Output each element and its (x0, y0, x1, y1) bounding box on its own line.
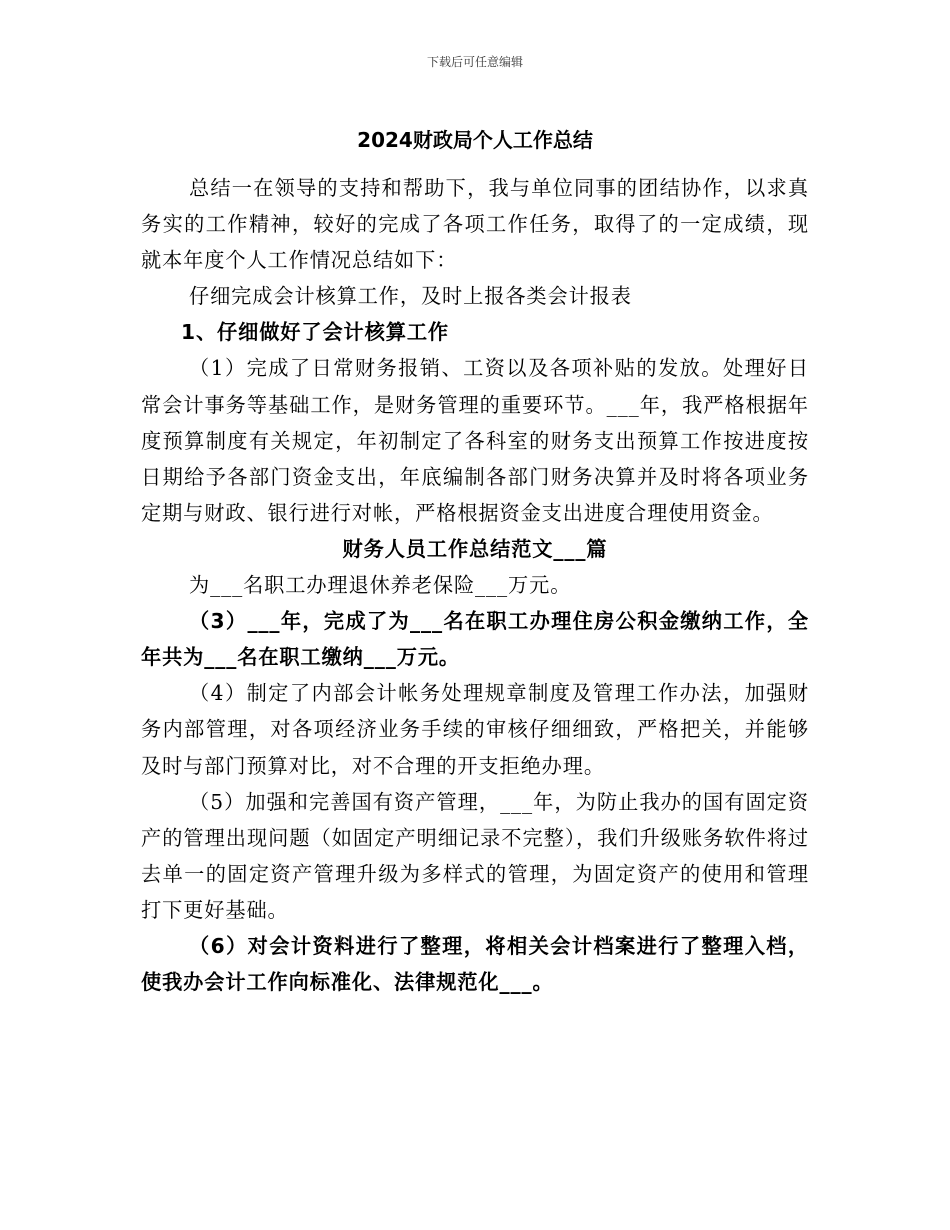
item-5-paragraph: （5）加强和完善国有资产管理，___年，为防止我办的国有固定资产的管理出现问题（如固定产明细记录不完整），我们升级账务软件将过去单一的固定资产管理升级为多样式的管理，为固定资产的使用和管理打下更好基础。 (141, 789, 809, 922)
subsection-heading: 1、仔细做好了会计核算工作 (181, 320, 449, 345)
item-6-paragraph: （6）对会计资料进行了整理，将相关会计档案进行了整理入档，使我办会计工作向标准化、法律规范化___。 (141, 933, 809, 995)
section-heading: 仔细完成会计核算工作，及时上报各类会计报表 (189, 284, 632, 309)
item-4-paragraph: （4）制定了内部会计帐务处理规章制度及管理工作办法，加强财务内部管理，对各项经济业务手续的审核仔细细致，严格把关，并能够及时与部门预算对比，对不合理的开支拒绝办理。 (141, 681, 809, 778)
item-1-paragraph: （1）完成了日常财务报销、工资以及各项补贴的发放。处理好日常会计事务等基础工作，是财务管理的重要环节。___年，我严格根据年度预算制度有关规定，年初制定了各科室的财务支出预算工作按进度按日期给予各部门资金支出，年底编制各部门财务决算并及时将各项业务定期与财政、银行进行对帐，严格根据资金支出进度合理使用资金。 (141, 356, 809, 525)
intro-paragraph: 总结一在领导的支持和帮助下，我与单位同事的团结协作，以求真务实的工作精神，较好的完成了各项工作任务，取得了的一定成绩，现就本年度个人工作情况总结如下： (141, 176, 809, 273)
document-title: 2024财政局个人工作总结 (357, 128, 593, 152)
retirement-insurance-paragraph: 为___名职工办理退休养老保险___万元。 (189, 573, 572, 598)
document-body (141, 170, 809, 1000)
page-header-note: 下载后可任意编辑 (426, 55, 523, 69)
item-3-paragraph: （3）___年，完成了为___名在职工办理住房公积金缴纳工作，全年共为___名在职工缴纳___万元。 (141, 609, 809, 670)
inserted-heading: 财务人员工作总结范文___篇 (342, 536, 608, 561)
